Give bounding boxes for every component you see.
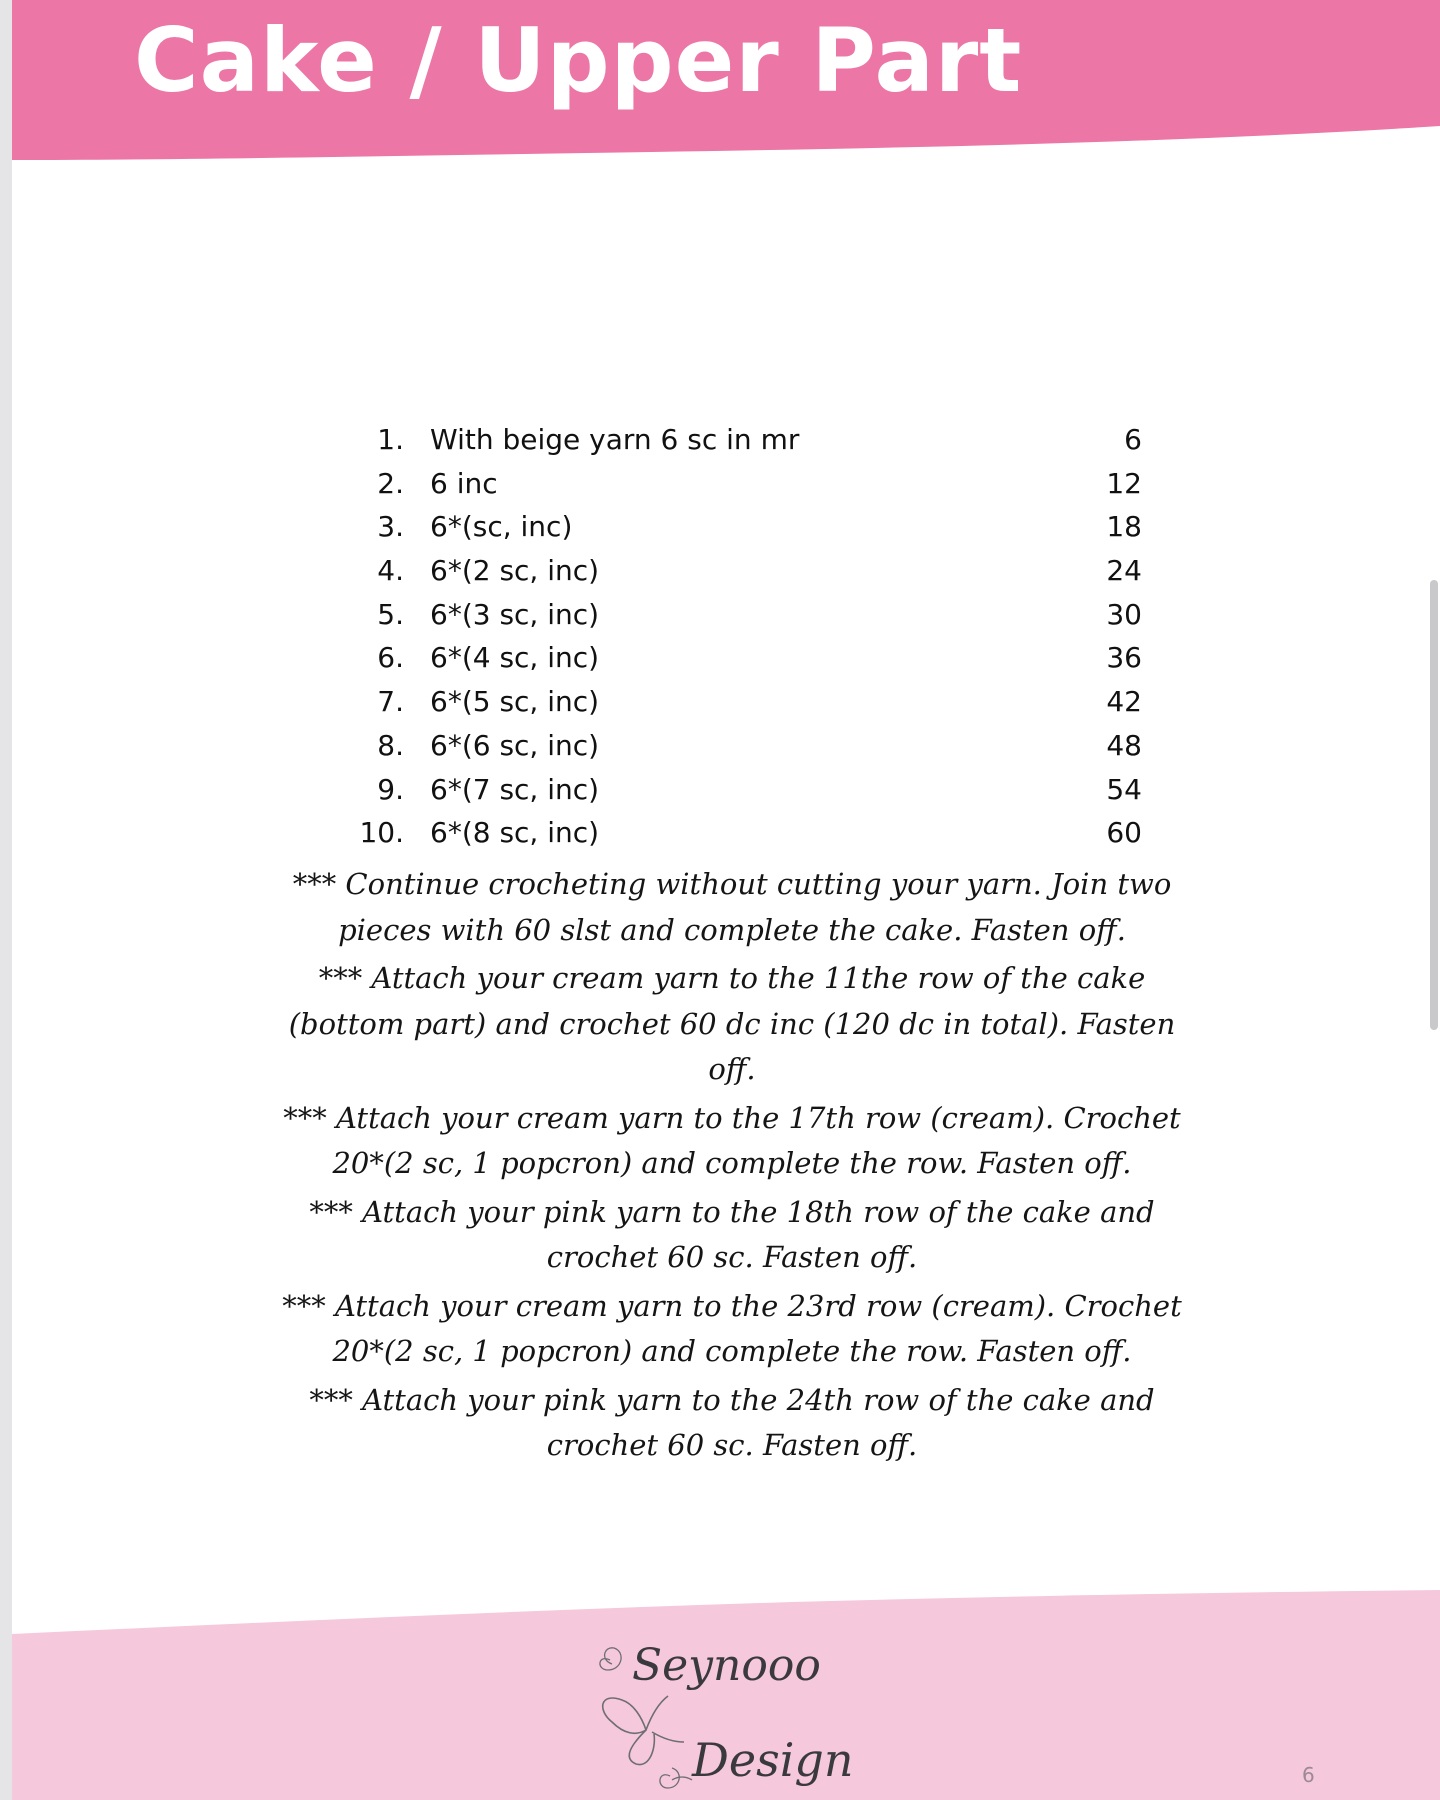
round-number: 1. [377,423,404,456]
round-instruction: 6*(3 sc, inc) [430,597,600,631]
round-row [342,418,1142,462]
round-row [342,593,1142,637]
round-instruction: 6*(2 sc, inc) [430,554,600,588]
instruction-note: *** Continue crocheting without cutting your yarn. Join two pieces with 60 slst and complete the cake. Fasten off. [292,867,1172,947]
stitch-count: 18 [1106,510,1142,544]
rounds-list [342,418,1142,855]
round-instruction: 6*(6 sc, inc) [430,728,600,762]
round-row [342,680,1142,724]
notes-section [262,862,1202,1472]
round-row [342,636,1142,680]
round-row [342,462,1142,506]
round-row [342,768,1142,812]
round-row [342,811,1142,855]
round-number: 4. [377,554,404,588]
instruction-note: *** Attach your cream yarn to the 17th row (cream). Crochet 20*(2 sc, 1 popcron) and complete the row. Fasten off. [283,1100,1181,1180]
stitch-count: 6 [1124,423,1142,456]
round-number: 6. [377,641,404,675]
round-instruction: 6*(8 sc, inc) [430,816,600,850]
stitch-count: 48 [1106,728,1142,762]
round-number: 9. [377,772,404,806]
round-instruction: 6*(5 sc, inc) [430,685,600,719]
round-instruction: With beige yarn 6 sc in mr [430,423,800,456]
round-instruction: 6*(4 sc, inc) [430,641,600,675]
round-number: 3. [377,510,404,544]
stitch-count: 12 [1106,466,1142,500]
stitch-count: 30 [1106,597,1142,631]
stitch-count: 36 [1106,641,1142,675]
round-row [342,549,1142,593]
instruction-note: *** Attach your cream yarn to the 11the row of the cake (bottom part) and crochet 60 dc inc (120 dc in total). Fasten off. [288,961,1176,1086]
stitch-count: 24 [1106,554,1142,588]
instruction-note: *** Attach your pink yarn to the 24th row of the cake and crochet 60 sc. Fasten off. [309,1382,1155,1462]
round-number: 2. [377,466,404,500]
stitch-count: 54 [1106,772,1142,806]
instruction-note: *** Attach your cream yarn to the 23rd row (cream). Crochet 20*(2 sc, 1 popcron) and complete the row. Fasten off. [282,1288,1182,1368]
stitch-count: 60 [1106,816,1142,850]
round-number: 10. [359,816,404,850]
butterfly-icon [603,1696,684,1765]
vertical-scrollbar[interactable] [1430,580,1438,1030]
round-instruction: 6*(7 sc, inc) [430,772,600,806]
round-number: 8. [377,728,404,762]
logo-line-design: Design [692,1733,854,1787]
round-instruction: 6*(sc, inc) [430,510,573,544]
logo-line-seynooo: Seynooo [632,1640,821,1691]
page-number: 6 [1302,1763,1315,1787]
round-row [342,505,1142,549]
instruction-note: *** Attach your pink yarn to the 18th row of the cake and crochet 60 sc. Fasten off. [309,1194,1155,1274]
round-number: 7. [377,685,404,719]
document-page [12,0,1440,1800]
round-number: 5. [377,597,404,631]
seynooo-design-logo [592,1630,882,1800]
page-title: Cake / Upper Part [134,9,1023,112]
round-instruction: 6 inc [430,466,498,500]
stitch-count: 42 [1106,685,1142,719]
round-row [342,724,1142,768]
